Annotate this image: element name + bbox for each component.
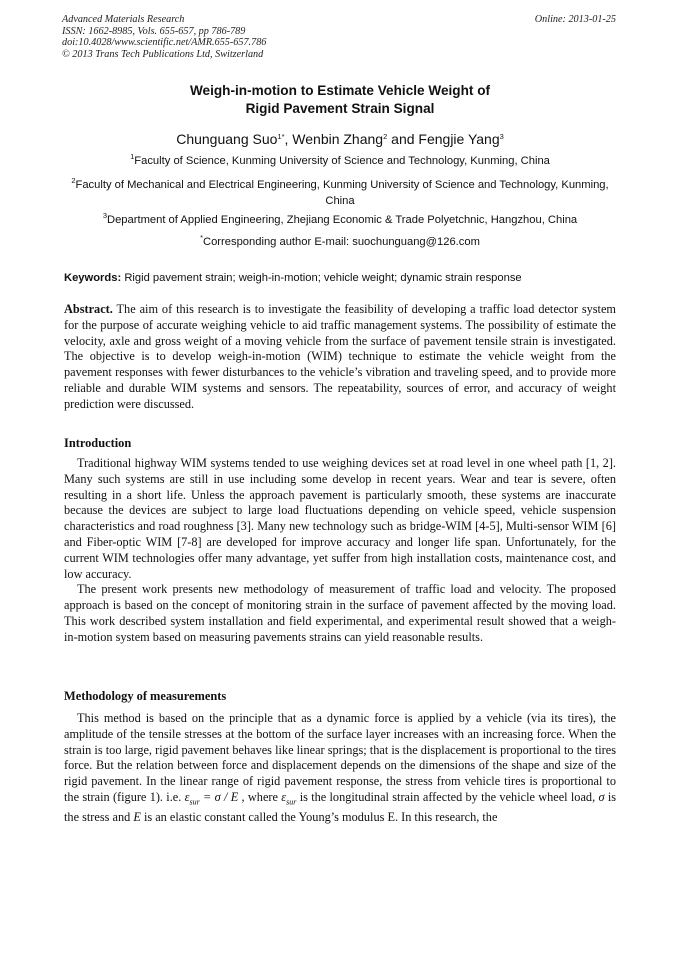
corresponding-email: Corresponding author E-mail: suochunguang@126.com: [203, 236, 480, 248]
method-text-b: , where: [241, 789, 278, 804]
method-text-e: is an elastic constant called the Young’s modulus E. In this research, the: [143, 810, 498, 825]
abstract-text: The aim of this research is to investigate the feasibility of developing a traffic load detector system for the purpose of accurate weighing vehicle to aid traffic management systems. The possibility of estimate the velocity, axle and gross weight of a moving vehicle from the surface of pavement tensile strain is investigated. The objective is to develop weigh-in-motion (WIM) technique to estimate the vehicle weight from the pavement responses with fewer disturbances to the vehicle’s vibration and traveling speed, and to provide more reliable and durable WIM systems and sensors. The repeatability, sources of error, and accuracy of weight prediction were discussed.: [64, 302, 617, 411]
online-date: Online: 2013-01-25: [534, 14, 616, 25]
author-2: , Wenbin Zhang: [284, 131, 384, 147]
corresponding-sup: *: [200, 233, 203, 242]
affiliation-1-sup: 1: [130, 152, 135, 161]
affiliation-1: [60, 154, 620, 170]
journal-name: Advanced Materials Research: [62, 14, 185, 25]
doi-line: doi:10.4028/www.scientific.net/AMR.655-657.786: [62, 37, 267, 48]
eq-epsilon: ε: [184, 789, 190, 804]
eq-epsilon-2: ε: [281, 789, 287, 804]
strain-equation: [184, 789, 239, 807]
abstract-label: Abstract.: [64, 302, 113, 316]
paper-title: [60, 82, 620, 118]
author-3: and Fengjie Yang: [387, 131, 500, 147]
affiliation-1-text: Faculty of Science, Kunming University of Science and Technology, Kunming, China: [134, 155, 550, 167]
journal-header: [62, 14, 616, 60]
intro-paragraph-2: The present work presents new methodology of measurement of traffic load and velocity. The proposed approach is based on the concept of monitoring strain in the surface of pavement affected by the moving load. This work described system installation and field experimental, and experimental result showed that a weigh-in-motion system based on measuring pavements strains can yield reasonable results.: [64, 582, 616, 644]
methodology-paragraph-1: [64, 711, 616, 826]
affiliation-2: [60, 178, 620, 209]
title-line-1: Weigh-in-motion to Estimate Vehicle Weight of: [189, 83, 491, 98]
issn-line: ISSN: 1662-8985, Vols. 655-657, pp 786-789: [62, 25, 246, 37]
eq-subscript-2: sur: [286, 797, 297, 807]
keywords-text: Rigid pavement strain; weigh-in-motion; vehicle weight; dynamic strain response: [124, 272, 522, 284]
affiliation-3: [60, 213, 620, 229]
method-text-a: This method is based on the principle that as a dynamic force is applied by a vehicle (via its tires), the amplitude of the tensile stresses at the bottom of the surface layer increases with an increasing force. When the strain is too large, rigid pavement behaves like linear springs; that is the displacement is proportional to the tires force. But the relation between force and displacement depends on the dimensions of the shape and size of the rigid pavement. In the linear range of rigid pavement response, the stress from vehicle tires is proportional to the strain (figure 1). i.e.: [64, 711, 616, 804]
author-1: Chunguang Suo: [176, 131, 278, 147]
author-3-sup: 3: [499, 132, 504, 141]
affiliation-2-sup: 2: [71, 176, 76, 185]
keywords-label: Keywords:: [64, 272, 122, 284]
methodology-section: [64, 711, 616, 826]
copyright-line: © 2013 Trans Tech Publications Ltd, Switzerland: [62, 48, 264, 60]
author-1-sup: 1*: [277, 132, 285, 141]
author-2-sup: 2: [383, 132, 388, 141]
eq-subscript: sur: [189, 797, 200, 807]
strain-symbol: [281, 789, 297, 807]
method-text-d: is the stress and: [64, 789, 617, 825]
corresponding-author: [60, 235, 620, 251]
intro-paragraph-1: Traditional highway WIM systems tended to use weighing devices set at road level in one wheel path [1, 2]. Many such systems are still in use including some develop in recent years. Wear and tear is severe, often resulting in a short life. Unless the approach pavement is particularly smooth, these systems are inaccurate because the devices are subject to large load fluctuations depending on vehicle speed, vehicle suspension characteristics and road roughness [3]. Many new technology such as bridge-WIM [4-5], Multi-sensor WIM [6] and Fiber-optic WIM [7-8] are developed for improve accuracy and longer life span. Unfortunately, for the current WIM technologies offer many advantage, yet suffer from high installation costs, maintenance cost, and low accuracy.: [64, 456, 616, 581]
section-heading-methodology: Methodology of measurements: [64, 689, 227, 703]
sigma-symbol: σ: [598, 789, 605, 804]
affiliation-3-text: Department of Applied Engineering, Zhejiang Economic & Trade Polyetchnic, Hangzhou, China: [107, 214, 578, 226]
abstract: [64, 302, 616, 413]
eq-rhs: = σ / E: [199, 789, 239, 804]
affiliation-3-sup: 3: [102, 211, 107, 220]
author-list: [60, 129, 620, 149]
e-symbol: E: [133, 810, 141, 825]
method-text-c: is the longitudinal strain affected by the vehicle wheel load,: [299, 789, 596, 804]
intro-section: [64, 456, 616, 646]
affiliation-2-text: Faculty of Mechanical and Electrical Engineering, Kunming University of Science and Technology, Kunming, China: [75, 179, 609, 207]
title-line-2: Rigid Pavement Strain Signal: [245, 101, 435, 116]
section-heading-introduction: Introduction: [64, 436, 132, 450]
keywords: [64, 271, 616, 286]
